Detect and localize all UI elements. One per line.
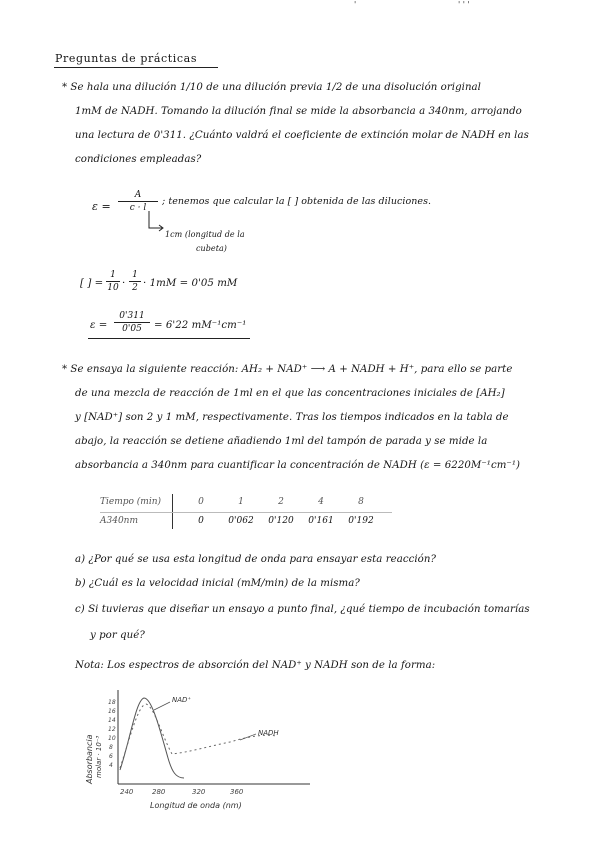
- eq1-lhs: ε =: [92, 200, 111, 213]
- table-row-time: [100, 494, 381, 513]
- eq2-dot: ·: [122, 278, 126, 289]
- absorption-spectra-figure: [80, 680, 340, 820]
- y-tick-label: 4: [109, 762, 113, 769]
- table-row-absorbance: [100, 513, 381, 529]
- nadh-curve-label: NADH: [258, 729, 279, 737]
- eq3-underline: [88, 338, 250, 339]
- y-axis-title-line-1: Absorbancia: [85, 734, 94, 784]
- page-title: Preguntas de prácticas: [55, 52, 198, 65]
- eq1-note: ; tenemos que calcular la [ ] obtenida de las diluciones.: [162, 196, 432, 207]
- eq2-f1-denominator: 10: [107, 283, 119, 293]
- question-c: c) Si tuvieras que diseñar un ensayo a punto final, ¿qué tiempo de incubación tomarías: [75, 604, 530, 615]
- time-cell: 1: [238, 497, 244, 507]
- y-axis-title-line-2: molar · 10⁻³: [95, 735, 103, 778]
- time-cell: 8: [358, 497, 364, 507]
- note: Nota: Los espectros de absorción del NAD⁺ y NADH son de la forma:: [75, 660, 436, 671]
- table-separator: [173, 513, 182, 529]
- eq1-denominator: c · l: [129, 203, 147, 213]
- x-tick-label: 360: [230, 788, 244, 796]
- nad-label-pointer: [154, 702, 170, 710]
- eq2-lhs: [ ] =: [80, 278, 104, 289]
- absorbance-cell: 0: [198, 516, 204, 526]
- y-tick-label: 10: [108, 735, 116, 742]
- absorbance-cell: 0'120: [268, 516, 294, 526]
- eq1-subnote-1: 1cm (longitud de la: [165, 230, 245, 239]
- eq3-fraction: [114, 311, 150, 334]
- eq2-fraction-2: [129, 270, 141, 293]
- eq1-arrow: [146, 210, 166, 236]
- p1-line-2: 1mM de NADH. Tomando la dilución final se mide la absorbancia a 340nm, arrojando: [75, 106, 522, 117]
- time-cell: 0: [198, 497, 204, 507]
- y-tick-label: 16: [108, 708, 116, 715]
- eq1-numerator: A: [118, 190, 158, 202]
- eq1-subnote-2: cubeta): [196, 244, 227, 253]
- y-tick-label: 8: [109, 744, 113, 751]
- eq3-lhs: ε =: [90, 320, 108, 331]
- time-cell: 2: [278, 497, 284, 507]
- y-tick-label: 18: [108, 699, 116, 706]
- x-tick-label: 240: [120, 788, 134, 796]
- table-separator: [173, 494, 182, 513]
- p1-line-3: una lectura de 0'311. ¿Cuánto valdrá el coeficiente de extinción molar de NADH en las: [75, 130, 529, 141]
- question-a: a) ¿Por qué se usa esta longitud de onda para ensayar esta reacción?: [75, 554, 436, 565]
- eq3-result: = 6'22 mM⁻¹cm⁻¹: [154, 320, 247, 331]
- absorbance-cell: 0'062: [228, 516, 254, 526]
- question-b: b) ¿Cuál es la velocidad inicial (mM/min) de la misma?: [75, 578, 360, 589]
- table-header-time: Tiempo (min): [100, 497, 162, 507]
- eq2-fraction-1: [106, 270, 120, 293]
- absorbance-cell: 0'161: [308, 516, 334, 526]
- p2-line-4: abajo, la reacción se detiene añadiendo 1ml del tampón de parada y se mide la: [75, 436, 488, 447]
- y-tick-label: 6: [109, 753, 113, 760]
- eq3-denominator: 0'05: [122, 324, 142, 334]
- p2-line-3: y [NAD⁺] son 2 y 1 mM, respectivamente. Tras los tiempos indicados en la tabla de: [75, 412, 509, 423]
- p1-line-4: condiciones empleadas?: [75, 154, 202, 165]
- x-axis-title: Longitud de onda (nm): [150, 801, 242, 810]
- eq2-f2-numerator: 1: [129, 270, 141, 282]
- x-tick-label: 280: [152, 788, 166, 796]
- scan-mark-left: ': [354, 0, 357, 9]
- table-header-absorbance: A340nm: [100, 516, 139, 526]
- eq2-f2-denominator: 2: [132, 283, 138, 293]
- y-axis-title: [85, 734, 103, 785]
- p2-line-2: de una mezcla de reacción de 1ml en el que las concentraciones iniciales de [AH₂]: [75, 388, 505, 399]
- table-row-divider: [100, 512, 392, 513]
- nadh-label-pointer: [240, 734, 256, 740]
- x-tick-label: 320: [192, 788, 206, 796]
- scan-mark-right: ' ' ': [458, 0, 470, 9]
- absorbance-cell: 0'192: [348, 516, 374, 526]
- eq2-result: · 1mM = 0'05 mM: [143, 278, 238, 289]
- question-c-continued: y por qué?: [90, 630, 145, 641]
- p1-line-1: * Se hala una dilución 1/10 de una dilución previa 1/2 de una disolución original: [62, 82, 481, 93]
- y-tick-label: 14: [108, 717, 116, 724]
- time-cell: 4: [318, 497, 324, 507]
- nadh-spectrum-curve: [120, 704, 276, 768]
- title-underline: [54, 67, 218, 68]
- p2-line-1: * Se ensaya la siguiente reacción: AH₂ + NAD⁺ ⟶ A + NADH + H⁺, para ello se parte: [62, 364, 513, 375]
- nad-curve-label: NAD⁺: [172, 696, 192, 704]
- eq3-numerator: 0'311: [114, 311, 150, 323]
- p2-line-5: absorbancia a 340nm para cuantificar la concentración de NADH (ε = 6220M⁻¹cm⁻¹): [75, 460, 520, 471]
- y-tick-label: 12: [108, 726, 116, 733]
- eq2-f1-numerator: 1: [106, 270, 120, 282]
